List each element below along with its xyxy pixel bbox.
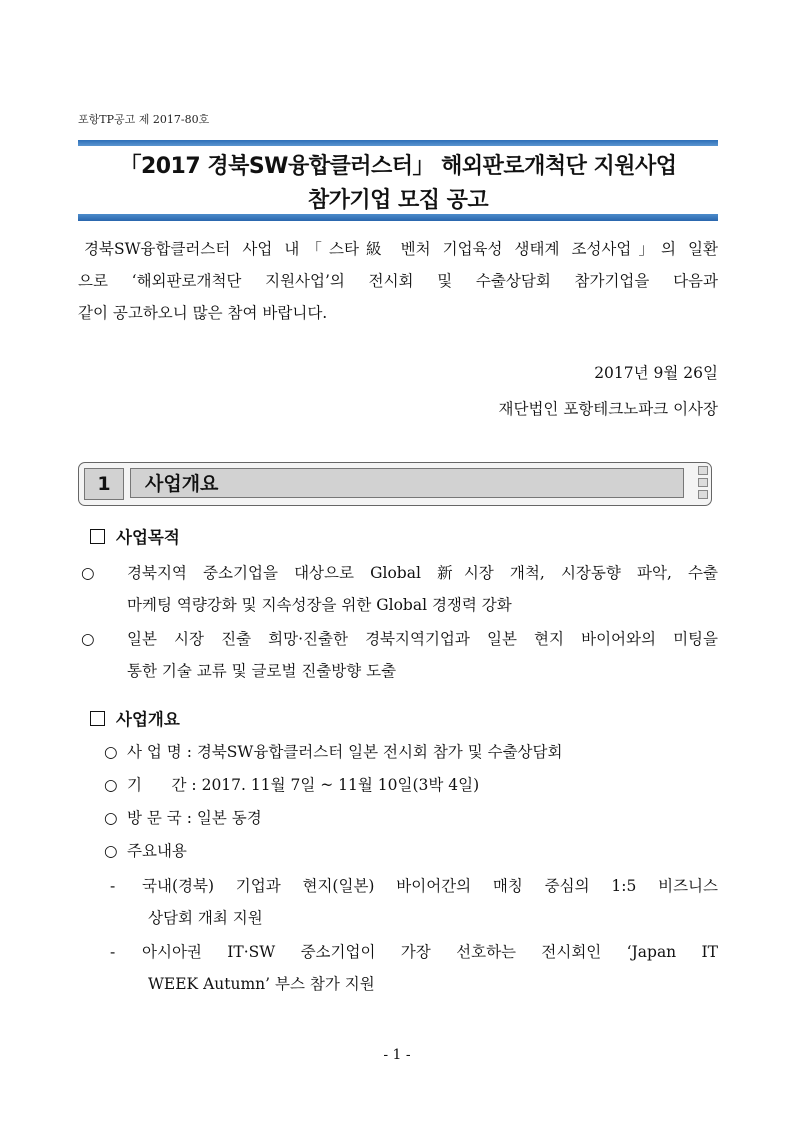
purpose-item-2-line2: 통한 기술 교류 및 글로벌 진출방향 도출 (127, 662, 397, 680)
subsection-purpose-heading (90, 524, 180, 548)
overview-detail-2-line1: - 아시아권 IT·SW 중소기업이 가장 선호하는 전시회인 ‘Japan IT (126, 936, 718, 968)
section-title: 사업개요 (130, 468, 684, 498)
announcement-date: 2017년 9월 26일 (594, 364, 718, 382)
purpose-item-2-line1: ○ 일본 시장 진출 희망·진출한 경북지역기업과 일본 현지 바이어와의 미팅을 (104, 623, 718, 655)
checkbox-square-icon (90, 529, 105, 544)
document-reference-number: 포항TP공고 제 2017-80호 (78, 113, 210, 126)
dash-bullet: - (110, 877, 116, 895)
intro-line: 경북SW융합클러스터 사업 내「스타級 벤처 기업육성 생태계 조성사업」의 일환 (84, 240, 718, 258)
title-top-rule (78, 140, 718, 146)
overview-detail-1 (110, 870, 718, 934)
issuing-organization: 재단법인 포항테크노파크 이사장 (498, 400, 718, 418)
circle-bullet-icon: ○ (81, 630, 95, 648)
circle-bullet-icon: ○ (104, 809, 118, 827)
intro-line: 같이 공고하오니 많은 참여 바랍니다. (78, 304, 328, 322)
title-bottom-rule (78, 214, 718, 221)
subsection-purpose-label: 사업목적 (116, 528, 180, 547)
document-title-line2: 참가기업 모집 공고 (307, 188, 489, 213)
circle-bullet-icon: ○ (81, 564, 95, 582)
document-title-line1: 「2017 경북SW융합클러스터」 해외판로개척단 지원사업 (119, 154, 677, 179)
section-decoration (698, 466, 709, 502)
overview-country: ○ 방 문 국 : 일본 동경 (104, 809, 262, 827)
circle-bullet-icon: ○ (104, 842, 118, 860)
overview-main-contents: ○ 주요내용 (104, 842, 187, 860)
overview-period: ○ 기 간 : 2017. 11월 7일 ~ 11월 10일(3박 4일) (104, 776, 480, 794)
intro-line: 으로 ‘해외판로개척단 지원사업’의 전시회 및 수출상담회 참가기업을 다음과 (78, 272, 718, 290)
overview-project-name: ○ 사 업 명 : 경북SW융합클러스터 일본 전시회 참가 및 수출상담회 (104, 743, 563, 761)
circle-bullet-icon: ○ (104, 776, 118, 794)
dash-bullet: - (110, 943, 116, 961)
decoration-tab (698, 478, 708, 487)
overview-detail-1-line1: - 국내(경북) 기업과 현지(일본) 바이어간의 매칭 중심의 1:5 비즈니스 (126, 870, 718, 902)
page-number: - 1 - (383, 1047, 411, 1063)
intro-paragraph (78, 233, 718, 329)
subsection-overview-heading (90, 706, 180, 730)
purpose-item-1-line1: ○ 경북지역 중소기업을 대상으로 Global 新시장 개척, 시장동향 파악, 수출 (104, 557, 718, 589)
subsection-overview-label: 사업개요 (116, 710, 180, 729)
purpose-item-1 (81, 557, 718, 621)
circle-bullet-icon: ○ (104, 743, 118, 761)
section-header-box (78, 462, 712, 506)
overview-detail-2-line2: WEEK Autumn’ 부스 참가 지원 (148, 975, 375, 993)
purpose-item-1-line2: 마케팅 역량강화 및 지속성장을 위한 Global 경쟁력 강화 (127, 596, 512, 614)
purpose-item-2 (81, 623, 718, 687)
decoration-tab (698, 466, 708, 475)
decoration-tab (698, 490, 708, 499)
overview-detail-2 (110, 936, 718, 1000)
section-number: 1 (84, 468, 124, 500)
overview-detail-1-line2: 상담회 개최 지원 (148, 909, 263, 927)
checkbox-square-icon (90, 711, 105, 726)
